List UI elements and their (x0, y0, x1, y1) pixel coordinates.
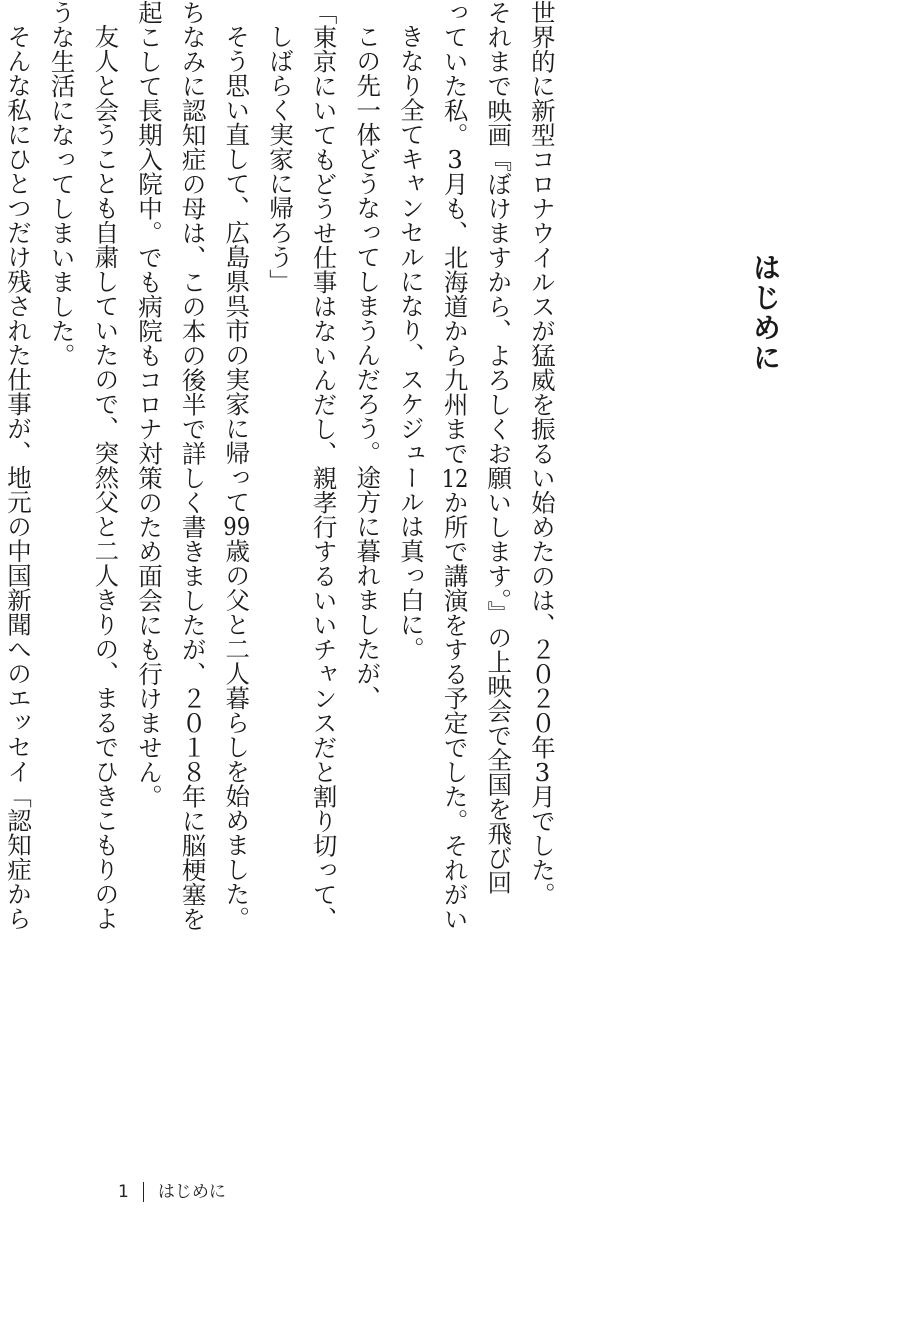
chapter-title: はじめに (749, 253, 782, 373)
text-line: それまで映画『ぼけますから、よろしくお願いします。』の上映会で全国を飛び回 (484, 0, 514, 895)
text-line: 「東京にいてもどうせ仕事はないんだし、親孝行するいいチャンスだと割り切って、 (309, 0, 339, 931)
page-footer (118, 1180, 226, 1204)
page-number: 1 (118, 1182, 129, 1202)
text-line: 友人と会うことも自粛していたので、突然父と二人きりの、まるでひきこもりのよ (91, 24, 121, 931)
text-line: うな生活になってしまいました。 (47, 0, 77, 368)
footer-divider (143, 1182, 144, 1202)
running-title: はじめに (157, 1182, 226, 1202)
text-line: この先一体どうなってしまうんだろう。途方に暮れましたが、 (353, 24, 383, 710)
text-line: っていた私。3月も、北海道から九州まで12か所で講演をする予定でした。それがい (440, 0, 470, 931)
text-line: しばらく実家に帰ろう」 (265, 24, 295, 294)
text-line: そう思い直して、広島県呉市の実家に帰って99歳の父と二人暮らしを始めました。 (222, 24, 252, 931)
body-text (0, 0, 560, 931)
text-line: ちなみに認知症の母は、この本の後半で詳しく書きましたが、２０１８年に脳梗塞を (178, 0, 208, 931)
text-line: そんな私にひとつだけ残された仕事が、地元の中国新聞へのエッセイ「認知症から (4, 24, 33, 931)
text-line: きなり全てキャンセルになり、スケジュールは真っ白に。 (396, 24, 426, 661)
text-line: 起こして長期入院中。でも病院もコロナ対策のため面会にも行けません。 (134, 0, 164, 809)
text-line: 世界的に新型コロナウイルスが猛威を振るい始めたのは、２０２０年3月でした。 (527, 0, 557, 907)
